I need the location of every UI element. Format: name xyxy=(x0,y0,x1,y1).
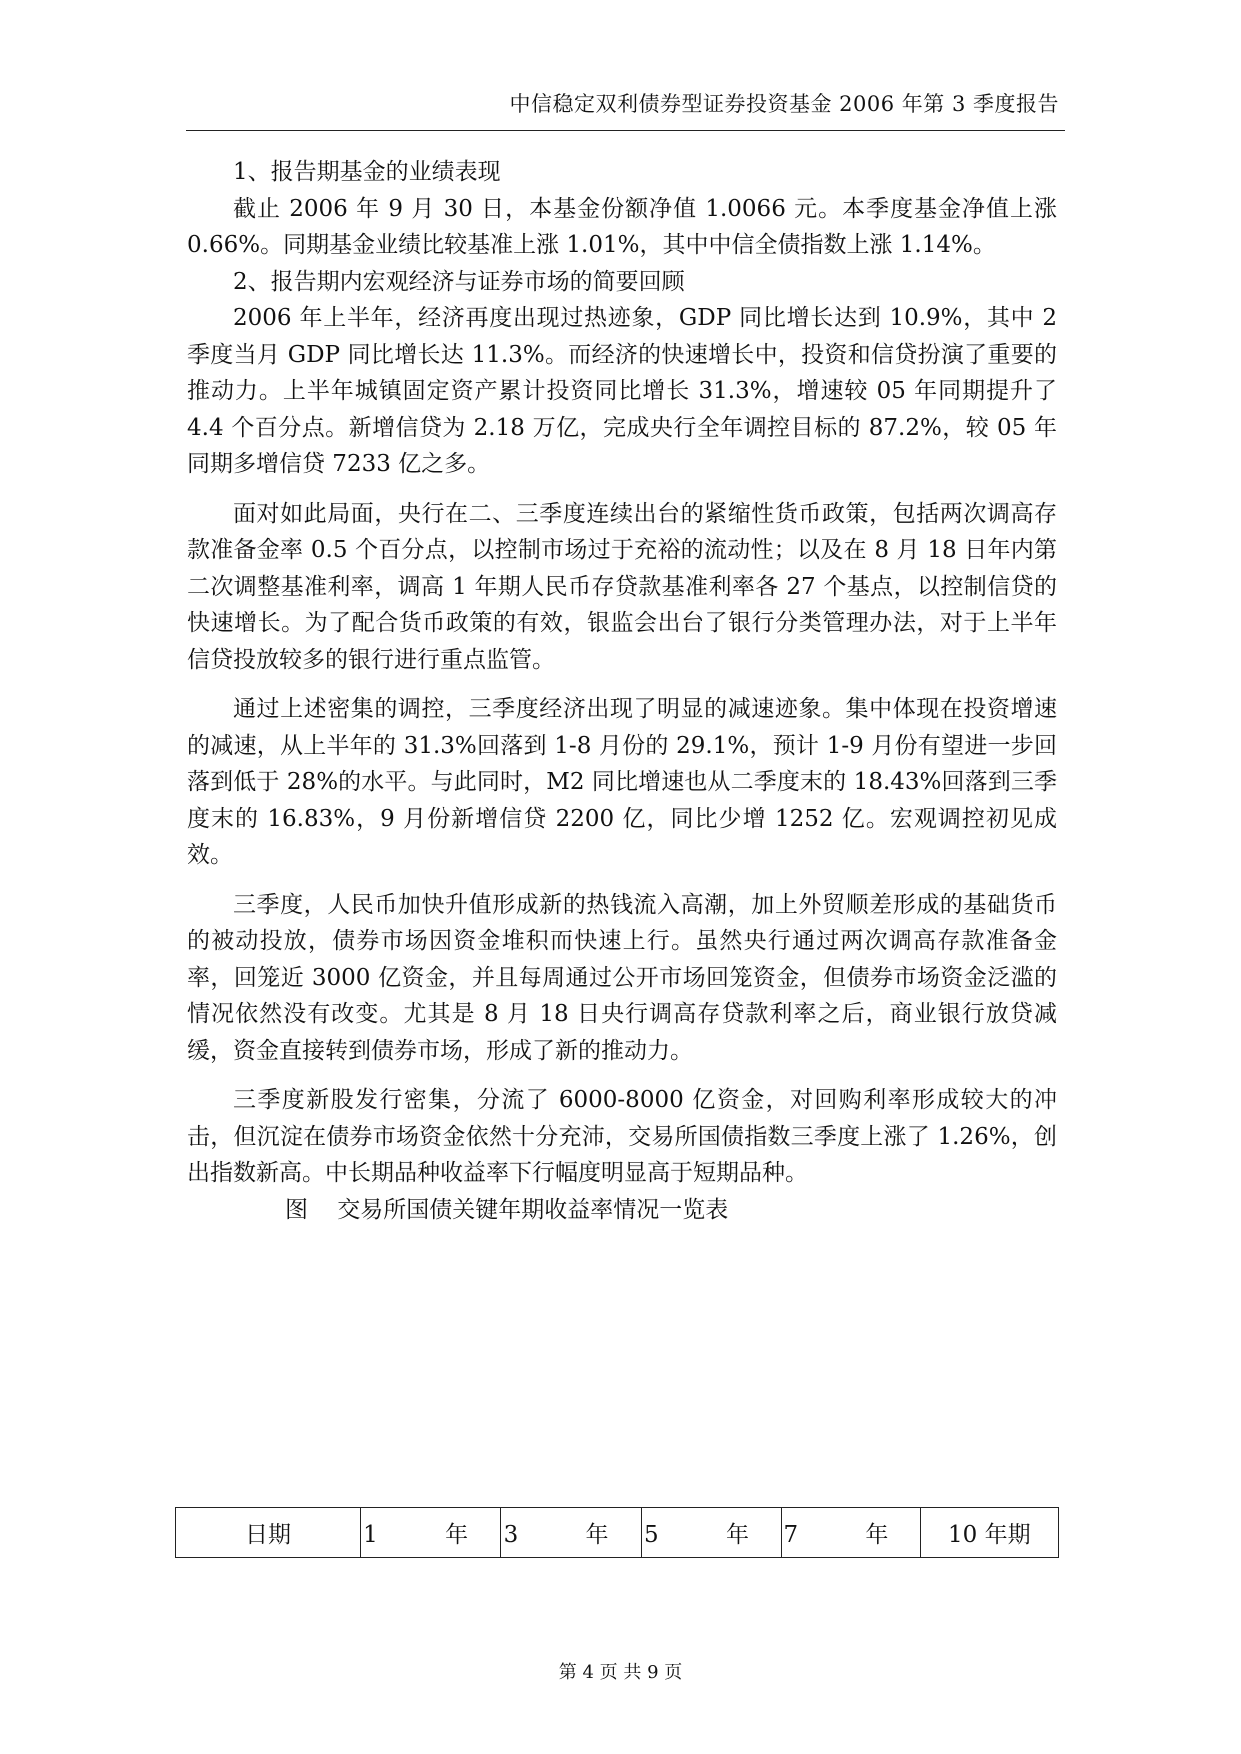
table-header-row xyxy=(176,1508,1059,1558)
paragraph-monetary-policy: 面对如此局面，央行在二、三季度连续出台的紧缩性货币政策，包括两次调高存款准备金率 0.5 个百分点，以控制市场过于充裕的流动性；以及在 8 月 18 日年内第二次调整基准利率，调高 1 年期人民币存贷款基准利率各 27 个基点，以控制信贷的快速增长。为了配合货币政策的有效，银监会出台了银行分类管理办法，对于上半年信贷投放较多的银行进行重点监管。 xyxy=(187,500,1057,673)
header-3-year: 3 年 xyxy=(501,1508,641,1558)
header-1-year: 1 年 xyxy=(360,1508,500,1558)
paragraph-slowdown: 通过上述密集的调控，三季度经济出现了明显的减速迹象。集中体现在投资增速的减速，从上半年的 31.3%回落到 1-8 月份的 29.1%，预计 1-9 月份有望进一步回落到低于 28%的水平。与此同时，M2 同比增速也从二季度末的 18.43%回落到三季度末的 16.83%，9 月份新增信贷 2200 亿，同比少增 1252 亿。宏观调控初见成效。 xyxy=(187,696,1057,868)
report-body xyxy=(187,154,1057,1228)
report-title: 中信稳定双利债券型证券投资基金 2006 年第 3 季度报告 xyxy=(509,92,1059,116)
paragraph-bond-market: 三季度，人民币加快升值形成新的热钱流入高潮，加上外贸顺差形成的基础货币的被动投放，债券市场因资金堆积而快速上行。虽然央行通过两次调高存款准备金率，回笼近 3000 亿资金，并且每周通过公开市场回笼资金，但债券市场资金泛滥的情况依然没有改变。尤其是 8 月 18 日央行调高存贷款利率之后，商业银行放贷减缓，资金直接转到债券市场，形成了新的推动力。 xyxy=(187,891,1057,1064)
paragraph-performance: 截止 2006 年 9 月 30 日，本基金份额净值 1.0066 元。本季度基金净值上涨 0.66%。同期基金业绩比较基准上涨 1.01%，其中中信全债指数上涨 1.14%。 xyxy=(187,195,1057,258)
header-5-year: 5 年 xyxy=(641,1508,781,1558)
page-number: 第 4 页 共 9 页 xyxy=(558,1662,683,1683)
section-heading-performance: 1、报告期基金的业绩表现 xyxy=(233,159,501,185)
header-7-year: 7 年 xyxy=(782,1508,920,1558)
page-header xyxy=(186,80,1065,131)
header-10-year: 10 年期 xyxy=(920,1508,1058,1558)
paragraph-ipo-impact: 三季度新股发行密集，分流了 6000-8000 亿资金，对回购利率形成较大的冲击，但沉淀在债券市场资金依然十分充沛，交易所国债指数三季度上涨了 1.26%，创出指数新高。中长期品种收益率下行幅度明显高于短期品种。 xyxy=(187,1087,1057,1186)
header-date: 日期 xyxy=(176,1508,361,1558)
paragraph-macro-overview: 2006 年上半年，经济再度出现过热迹象，GDP 同比增长达到 10.9%，其中 2 季度当月 GDP 同比增长达 11.3%。而经济的快速增长中，投资和信贷扮演了重要的推动力。上半年城镇固定资产累计投资同比增长 31.3%，增速较 05 年同期提升了 4.4 个百分点。新增信贷为 2.18 万亿，完成央行全年调控目标的 87.2%，较 05 年同期多增信贷 7233 亿之多。 xyxy=(187,305,1057,477)
yield-table xyxy=(175,1507,1059,1558)
table-caption: 图 交易所国债关键年期收益率情况一览表 xyxy=(285,1196,729,1223)
section-heading-review: 2、报告期内宏观经济与证券市场的简要回顾 xyxy=(233,268,685,295)
